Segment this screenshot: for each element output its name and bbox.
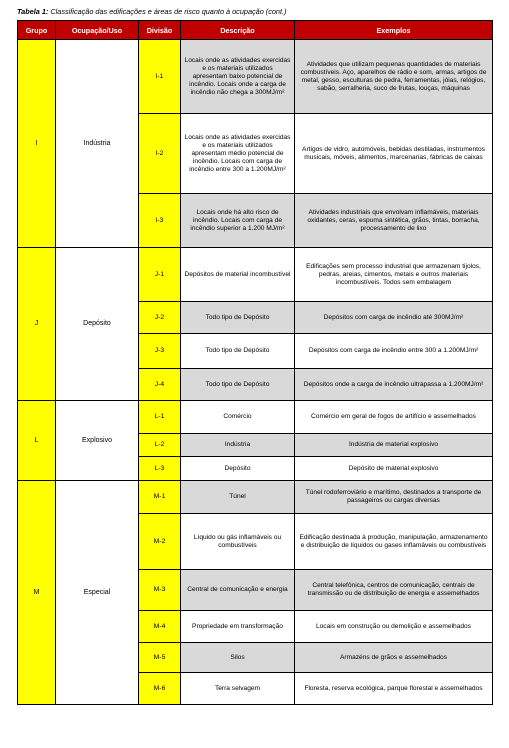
- exemplos-cell: Comércio em geral de fogos de artifício e assemelhados: [295, 401, 493, 434]
- table-row: [18, 481, 493, 514]
- descricao-cell: Depósito: [181, 457, 295, 481]
- ocupacao-cell: Especial: [56, 481, 139, 705]
- exemplos-cell: Atividades que utilizam pequenas quantidades de materiais combustíveis. Aço, aparelhos de rádio e som, armas, artigos de metal, gesso, esculturas de pedra, ferramentas, jóias, relógios, sabão, serralheria, suco de frutas, louças, máquinas: [295, 40, 493, 114]
- exemplos-cell: Depósitos com carga de incêndio até 300MJ/m²: [295, 302, 493, 334]
- classification-table: [17, 20, 493, 705]
- table-row: [18, 248, 493, 302]
- header-exemplos: Exemplos: [295, 21, 493, 40]
- table-row: [18, 40, 493, 114]
- exemplos-cell: Túnel rodoferroviário e marítimo, destinados a transporte de passageiros ou cargas diversas: [295, 481, 493, 514]
- exemplos-cell: Edificações sem processo industrial que armazenam tijolos, pedras, areias, cimentos, metais e outros materiais incombustíveis. Todos sem embalagem: [295, 248, 493, 302]
- descricao-cell: Indústria: [181, 434, 295, 457]
- divisao-cell: M-4: [139, 611, 181, 643]
- exemplos-cell: Artigos de vidro, automóveis, bebidas destiladas, instrumentos musicais, móveis, alimentos, marcenarias, fábricas de caixas: [295, 114, 493, 194]
- table-row: [18, 401, 493, 434]
- descricao-cell: Locais onde há alto risco de incêndio. Locais com carga de incêndio superior a 1.200 MJ/m²: [181, 194, 295, 248]
- ocupacao-cell: Depósito: [56, 248, 139, 401]
- exemplos-cell: Floresta, reserva ecológica, parque florestal e assemelhados: [295, 673, 493, 705]
- descricao-cell: Todo tipo de Depósito: [181, 369, 295, 401]
- descricao-cell: Locais onde as atividades exercidas e os materiais utilizados apresentam médio potencial de incêndio. Locais com carga de incêndio entre 300 a 1.200MJ/m²: [181, 114, 295, 194]
- descricao-cell: Túnel: [181, 481, 295, 514]
- descricao-cell: Comércio: [181, 401, 295, 434]
- header-divisao: Divisão: [139, 21, 181, 40]
- descricao-cell: Silos: [181, 643, 295, 673]
- descricao-cell: Central de comunicação e energia: [181, 570, 295, 611]
- exemplos-cell: Indústria de material explosivo: [295, 434, 493, 457]
- divisao-cell: I-3: [139, 194, 181, 248]
- divisao-cell: J-1: [139, 248, 181, 302]
- divisao-cell: J-2: [139, 302, 181, 334]
- grupo-cell: I: [18, 40, 56, 248]
- caption-label: Tabela 1:: [17, 7, 49, 16]
- exemplos-cell: Armazéns de grãos e assemelhados: [295, 643, 493, 673]
- divisao-cell: J-3: [139, 334, 181, 369]
- exemplos-cell: Edificação destinada à produção, manipulação, armazenamento e distribuição de líquidos ou gases inflamáveis ou combustíveis: [295, 514, 493, 570]
- header-ocupacao: Ocupação/Uso: [56, 21, 139, 40]
- descricao-cell: Todo tipo de Depósito: [181, 302, 295, 334]
- grupo-cell: M: [18, 481, 56, 705]
- table-caption: [17, 7, 286, 16]
- divisao-cell: L-2: [139, 434, 181, 457]
- exemplos-cell: Depósito de material explosivo: [295, 457, 493, 481]
- header-descricao: Descrição: [181, 21, 295, 40]
- divisao-cell: L-3: [139, 457, 181, 481]
- descricao-cell: Líquido ou gás inflamáveis ou combustíveis: [181, 514, 295, 570]
- header-row: [18, 21, 493, 40]
- exemplos-cell: Depósitos com carga de incêndio entre 300 a 1.200MJ/m²: [295, 334, 493, 369]
- divisao-cell: I-1: [139, 40, 181, 114]
- exemplos-cell: Central telefônica, centros de comunicação, centrais de transmissão ou de distribuição de energia e assemelhados: [295, 570, 493, 611]
- ocupacao-cell: Indústria: [56, 40, 139, 248]
- ocupacao-cell: Explosivo: [56, 401, 139, 481]
- descricao-cell: Propriedade em transformação: [181, 611, 295, 643]
- divisao-cell: I-2: [139, 114, 181, 194]
- descricao-cell: Todo tipo de Depósito: [181, 334, 295, 369]
- header-grupo: Grupo: [18, 21, 56, 40]
- exemplos-cell: Atividades industriais que envolvam inflamáveis, materiais oxidantes, ceras, espuma sintética, grãos, tintas, borracha, processamento de lixo: [295, 194, 493, 248]
- grupo-cell: L: [18, 401, 56, 481]
- divisao-cell: M-6: [139, 673, 181, 705]
- descricao-cell: Depósitos de material incombustível: [181, 248, 295, 302]
- divisao-cell: M-5: [139, 643, 181, 673]
- divisao-cell: M-3: [139, 570, 181, 611]
- descricao-cell: Terra selvagem: [181, 673, 295, 705]
- descricao-cell: Locais onde as atividades exercidas e os materiais utilizados apresentam baixo potencial de incêndio. Locais onde a carga de incêndio não chega a 300MJ/m²: [181, 40, 295, 114]
- grupo-cell: J: [18, 248, 56, 401]
- divisao-cell: J-4: [139, 369, 181, 401]
- divisao-cell: M-2: [139, 514, 181, 570]
- divisao-cell: L-1: [139, 401, 181, 434]
- caption-text: Classificação das edificações e áreas de risco quanto à ocupação (cont.): [50, 7, 287, 16]
- divisao-cell: M-1: [139, 481, 181, 514]
- exemplos-cell: Depósitos onde a carga de incêndio ultrapassa a 1.200MJ/m²: [295, 369, 493, 401]
- exemplos-cell: Locais em construção ou demolição e assemelhados: [295, 611, 493, 643]
